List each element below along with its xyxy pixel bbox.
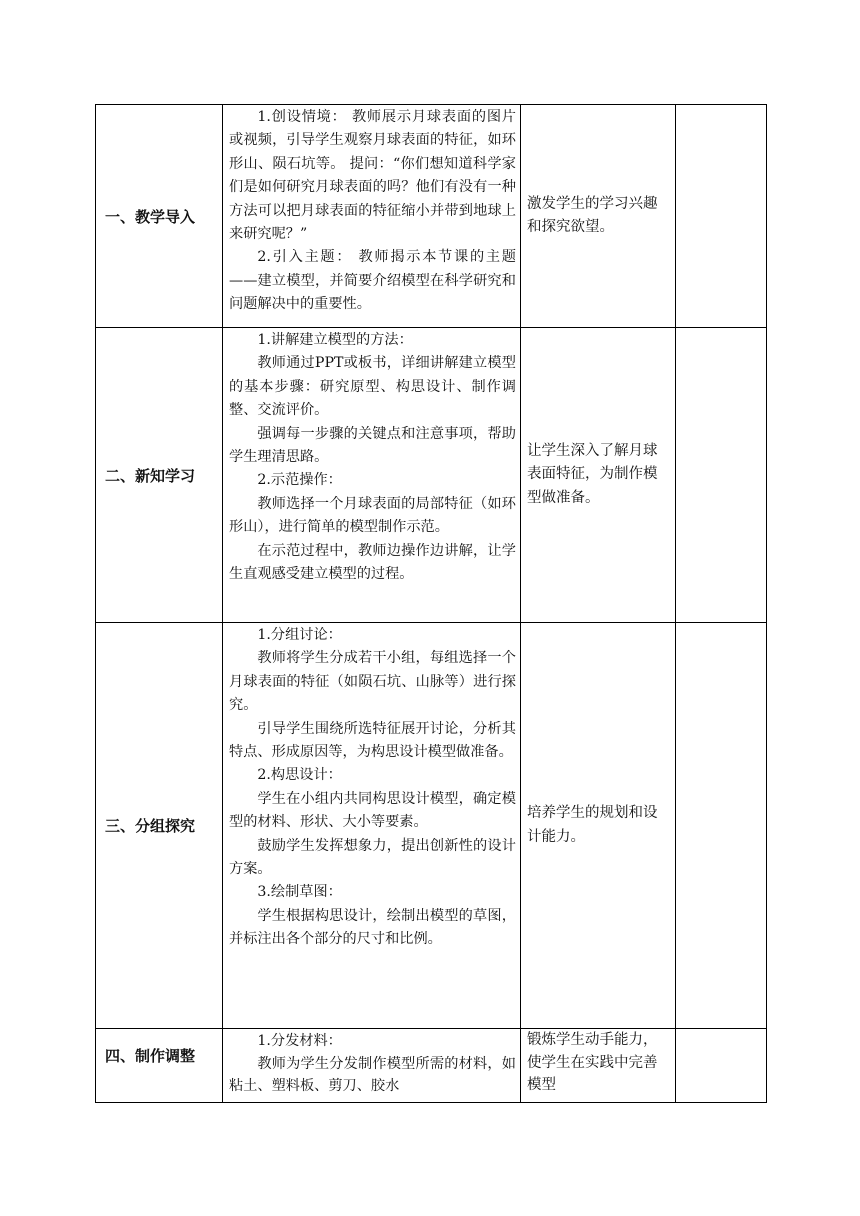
process-paragraph: 强调每一步骤的关键点和注意事项，帮助学生理清思路。 (229, 425, 516, 466)
goal-text: 锻炼学生动手能力，使学生在实践中完善模型 (527, 1032, 658, 1093)
goal-text: 让学生深入了解月球表面特征，为制作模型做准备。 (527, 442, 658, 506)
stage-cell (96, 623, 223, 1029)
process-paragraph: 3.绘制草图： (257, 884, 342, 901)
stage-title: 二、新知学习 (105, 466, 196, 485)
goal-cell (521, 105, 676, 328)
process-paragraph: 1.讲解建立模型的方法： (257, 332, 413, 348)
goal-cell (521, 1029, 676, 1103)
goal-text: 激发学生的学习兴趣和探究欲望。 (527, 195, 658, 235)
process-paragraph: 在示范过程中，教师边操作边讲解，让学生直观感受建立模型的过程。 (229, 542, 516, 583)
process-paragraph: 1.分发材料： (257, 1033, 342, 1049)
process-paragraph: 学生根据构思设计，绘制出模型的草图，并标注出各个部分的尺寸和比例。 (229, 907, 516, 948)
process-paragraph: 2.示范操作： (257, 472, 342, 489)
goal-text: 培养学生的规划和设计能力。 (527, 805, 658, 845)
process-paragraph: 1.分组讨论： (257, 627, 342, 643)
table-row (96, 623, 767, 1029)
stage-title: 四、制作调整 (105, 1047, 196, 1065)
stage-title: 一、教学导入 (105, 207, 196, 226)
note-cell (676, 1029, 767, 1103)
process-paragraph: 引导学生围绕所选特征展开讨论，分析其特点、形成原因等，为构思设计模型做准备。 (229, 720, 516, 761)
process-paragraph: 教师将学生分成若干小组，每组选择一个月球表面的特征（如陨石坑、山脉等）进行探究。 (229, 650, 516, 714)
note-cell (676, 328, 767, 623)
process-cell (223, 1029, 521, 1103)
process-cell (223, 328, 521, 623)
note-cell (676, 105, 767, 328)
table-row (96, 1029, 767, 1103)
process-paragraph: 1.创设情境： 教师展示月球表面的图片或视频，引导学生观察月球表面的特征，如环形山、陨石坑等。 提问：“你们想知道科学家们是如何研究月球表面的吗？他们有没有一种方法可以把月球表面的特征缩小并带到地球上来研究呢？” (229, 109, 516, 243)
goal-cell (521, 328, 676, 623)
process-paragraph: 2.构思设计： (257, 767, 342, 784)
process-paragraph: 鼓励学生发挥想象力，提出创新性的设计方案。 (229, 837, 516, 878)
stage-cell (96, 105, 223, 328)
stage-cell (96, 328, 223, 623)
process-paragraph: 教师通过PPT或板书，详细讲解建立模型的基本步骤：研究原型、构思设计、制作调整、交流评价。 (229, 355, 516, 419)
process-cell (223, 105, 521, 328)
process-paragraph: 教师选择一个月球表面的局部特征（如环形山），进行简单的模型制作示范。 (229, 495, 516, 536)
lesson-plan-table (95, 104, 767, 1103)
process-paragraph: 2.引入主题： 教师揭示本节课的主题——建立模型，并简要介绍模型在科学研究和问题解决中的重要性。 (229, 249, 516, 313)
table-row (96, 105, 767, 328)
note-cell (676, 623, 767, 1029)
stage-cell (96, 1029, 223, 1103)
table-row (96, 328, 767, 623)
process-paragraph: 学生在小组内共同构思设计模型，确定模型的材料、形状、大小等要素。 (229, 790, 516, 831)
stage-title: 三、分组探究 (105, 817, 196, 835)
process-cell (223, 623, 521, 1029)
process-paragraph: 教师为学生分发制作模型所需的材料，如粘土、塑料板、剪刀、胶水 (229, 1055, 516, 1094)
goal-cell (521, 623, 676, 1029)
